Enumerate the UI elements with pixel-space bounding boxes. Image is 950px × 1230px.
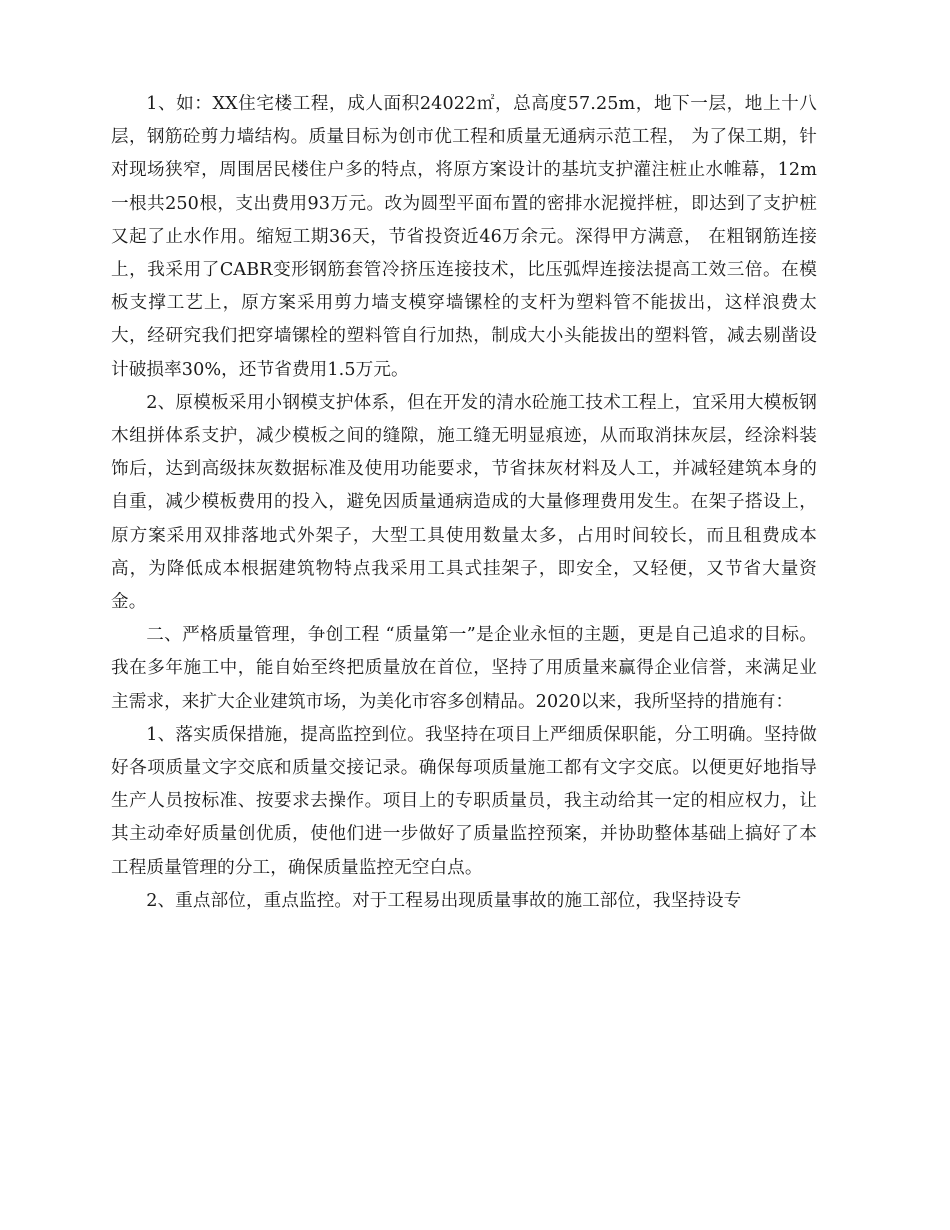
paragraph-3: 二、严格质量管理，争创工程 “质量第一”是企业永恒的主题，更是自己追求的目标。我在多年施工中，能自始至终把质量放在首位，坚持了用质量来赢得企业信誉，来满足业主需求，来扩大企业建筑市场，为美化市容多创精品。2020以来，我所坚持的措施有：: [111, 625, 817, 712]
document-body: [111, 88, 817, 918]
paragraph-2: 2、原模板采用小钢模支护体系，但在开发的清水砼施工技术工程上，宜采用大模板钢木组拼体系支护，减少模板之间的缝隙，施工缝无明显痕迹，从而取消抹灰层，经涂料装饰后，达到高级抹灰数据标准及使用功能要求，节省抹灰材料及人工，并减轻建筑本身的自重，减少模板费用的投入，避免因质量通病造成的大量修理费用发生。在架子搭设上，原方案采用双排落地式外架子，大型工具使用数量太多，占用时间较长，而且租费成本高，为降低成本根据建筑物特点我采用工具式挂架子，即安全，又轻便，又节省大量资金。: [111, 392, 817, 613]
paragraph-5: 2、重点部位，重点监控。对于工程易出现质量事故的施工部位，我坚持设专: [146, 890, 742, 911]
paragraph-4: 1、落实质保措施，提高监控到位。我坚持在项目上严细质保职能，分工明确。坚持做好各项质量文字交底和质量交接记录。确保每项质量施工都有文字交底。以便更好地指导生产人员按标准、按要求去操作。项目上的专职质量员，我主动给其一定的相应权力，让其主动牵好质量创优质，使他们进一步做好了质量监控预案，并协助整体基础上搞好了本工程质量管理的分工，确保质量监控无空白点。: [111, 724, 817, 878]
paragraph-1: 1、如：XX住宅楼工程，成人面积24022㎡，总高度57.25m，地下一层，地上十八层，钢筋砼剪力墙结构。质量目标为创市优工程和质量无通病示范工程， 为了保工期，针对现场狭窄，周围居民楼住户多的特点，将原方案设计的基坑支护灌注桩止水帷幕，12m一根共250根，支出费用93万元。改为圆型平面布置的密排水泥搅拌桩，即达到了支护桩又起了止水作用。缩短工期36天，节省投资近46万余元。深得甲方满意， 在粗钢筋连接上，我采用了CABR变形钢筋套管冷挤压连接技术，比压弧焊连接法提高工效三倍。在模板支撑工艺上，原方案采用剪力墙支模穿墙镙栓的支杆为塑料管不能拔出，这样浪费太大，经研究我们把穿墙镙栓的塑料管自行加热，制成大小头能拔出的塑料管，减去剔凿设计破损率30%，还节省费用1.5万元。: [111, 94, 817, 380]
